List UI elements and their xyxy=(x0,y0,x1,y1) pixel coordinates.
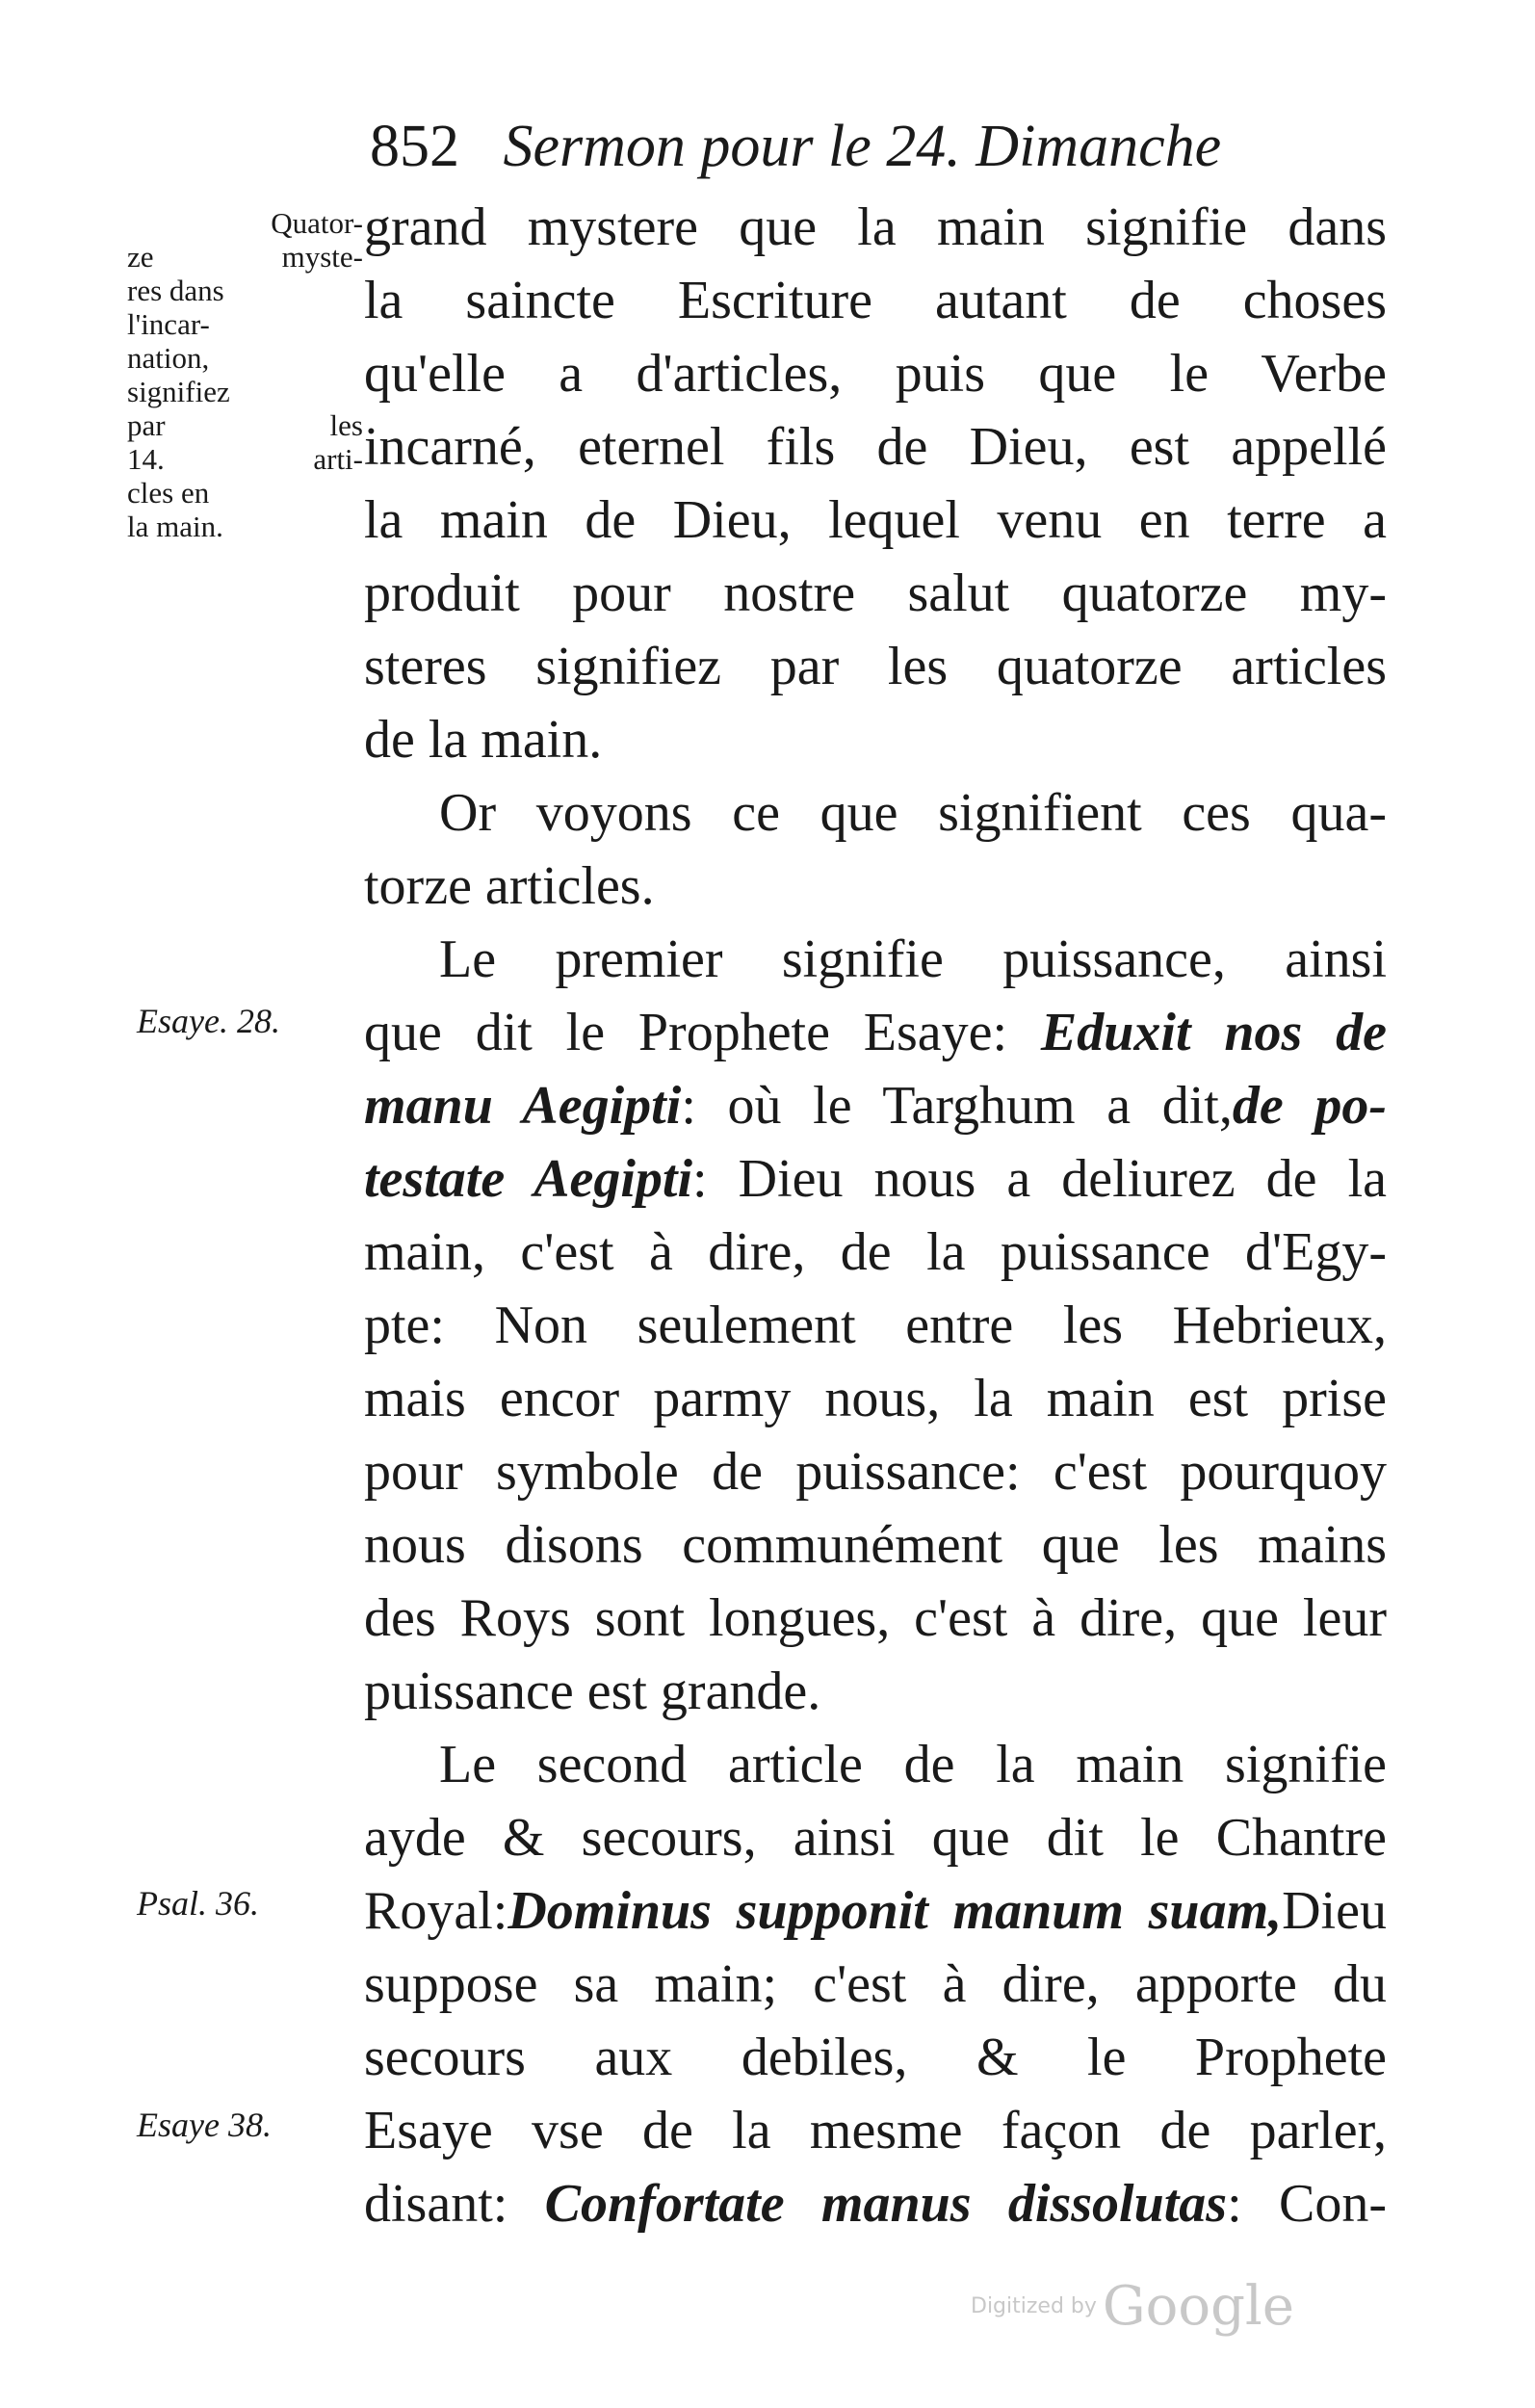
text-line: des Roys sont longues, c'est à dire, que leur xyxy=(364,1588,1387,1648)
margin-note-psal-36: Psal. 36. xyxy=(137,1884,260,1923)
text-line: suppose sa main; c'est à dire, apporte du xyxy=(364,1954,1387,2014)
text-line: la saincte Escriture autant de choses xyxy=(364,271,1387,330)
text-line: torze articles. xyxy=(364,856,655,916)
margin-note-line: par les xyxy=(127,408,363,442)
text-run: Royal: xyxy=(364,1881,508,1941)
text-line: nous disons communément que les mains xyxy=(364,1515,1387,1575)
text-line: pour symbole de puissance: c'est pourquoy xyxy=(364,1442,1387,1502)
running-header xyxy=(370,108,1371,185)
text-line: ayde & secours, ainsi que dit le Chantre xyxy=(364,1808,1387,1868)
text-run: : Dieu nous a deliurez de la xyxy=(692,1149,1388,1209)
text-line: la main de Dieu, lequel venu en terre a xyxy=(364,490,1387,550)
text-line: secours aux debiles, & le Prophete xyxy=(364,2028,1387,2087)
text-line: incarné, eternel fils de Dieu, est appellé xyxy=(364,417,1387,477)
text-line xyxy=(364,2167,1387,2240)
margin-note-line: res dans xyxy=(127,274,224,307)
text-line: pte: Non seulement entre les Hebrieux, xyxy=(364,1296,1387,1355)
text-run: : Con- xyxy=(1227,2174,1388,2234)
margin-note-line: l'incar- xyxy=(127,307,210,341)
text-line: Or voyons ce que signifient ces qua- xyxy=(439,783,1387,843)
text-run: disant: xyxy=(364,2174,508,2234)
text-line: Le second article de la main signifie xyxy=(439,1735,1387,1794)
text-line: de la main. xyxy=(364,710,603,770)
text-run: que dit le Prophete Esaye: xyxy=(364,1003,1008,1062)
text-line xyxy=(364,1069,1387,1142)
margin-note-line: signifiez xyxy=(127,375,230,408)
text-line xyxy=(364,1874,1387,1948)
text-line: produit pour nostre salut quatorze my- xyxy=(364,563,1387,623)
latin-quote: Eduxit nos de xyxy=(1040,1003,1388,1062)
margin-note-line: 14. arti- xyxy=(127,442,363,476)
text-line: grand mystere que la main signifie dans xyxy=(364,197,1387,257)
text-line: mais encor parmy nous, la main est prise xyxy=(364,1369,1387,1428)
margin-note-line: la main. xyxy=(127,510,223,543)
margin-note-incarnation xyxy=(127,206,363,543)
margin-note-line: cles en xyxy=(127,476,210,510)
latin-quote: de po- xyxy=(1232,1076,1387,1136)
digitized-watermark xyxy=(971,2275,1294,2338)
text-line xyxy=(364,1142,1387,1216)
text-line: Esaye vse de la mesme façon de parler, xyxy=(364,2101,1387,2160)
text-line: main, c'est à dire, de la puissance d'Egy- xyxy=(364,1222,1387,1282)
text-run: : où le Targhum a dit, xyxy=(681,1076,1233,1136)
margin-note-esaye-38: Esaye 38. xyxy=(137,2106,272,2144)
latin-quote: testate Aegipti xyxy=(364,1149,693,1209)
text-line: steres signifiez par les quatorze articles xyxy=(364,637,1387,696)
margin-note-line: nation, xyxy=(127,341,210,375)
text-line: puissance est grande. xyxy=(364,1662,821,1721)
text-line: qu'elle a d'articles, puis que le Verbe xyxy=(364,344,1387,404)
latin-quote: Confortate manus dissolutas xyxy=(544,2174,1228,2234)
margin-note-line: Quator- xyxy=(271,206,363,240)
page-number: 852 xyxy=(370,114,459,179)
text-line xyxy=(364,996,1387,1069)
margin-note-esaye-28: Esaye. 28. xyxy=(137,1002,280,1040)
watermark-small: Digitized by xyxy=(971,2294,1097,2318)
running-title: Sermon pour le 24. Dimanche xyxy=(503,114,1222,179)
text-line: Le premier signifie puissance, ainsi xyxy=(439,929,1387,989)
latin-quote: manu Aegipti xyxy=(364,1076,682,1136)
google-logo: Google xyxy=(1102,2275,1294,2338)
latin-quote: Dominus supponit manum suam, xyxy=(507,1881,1283,1941)
margin-note-line: ze myste- xyxy=(127,240,363,274)
text-run: Dieu xyxy=(1282,1881,1387,1941)
